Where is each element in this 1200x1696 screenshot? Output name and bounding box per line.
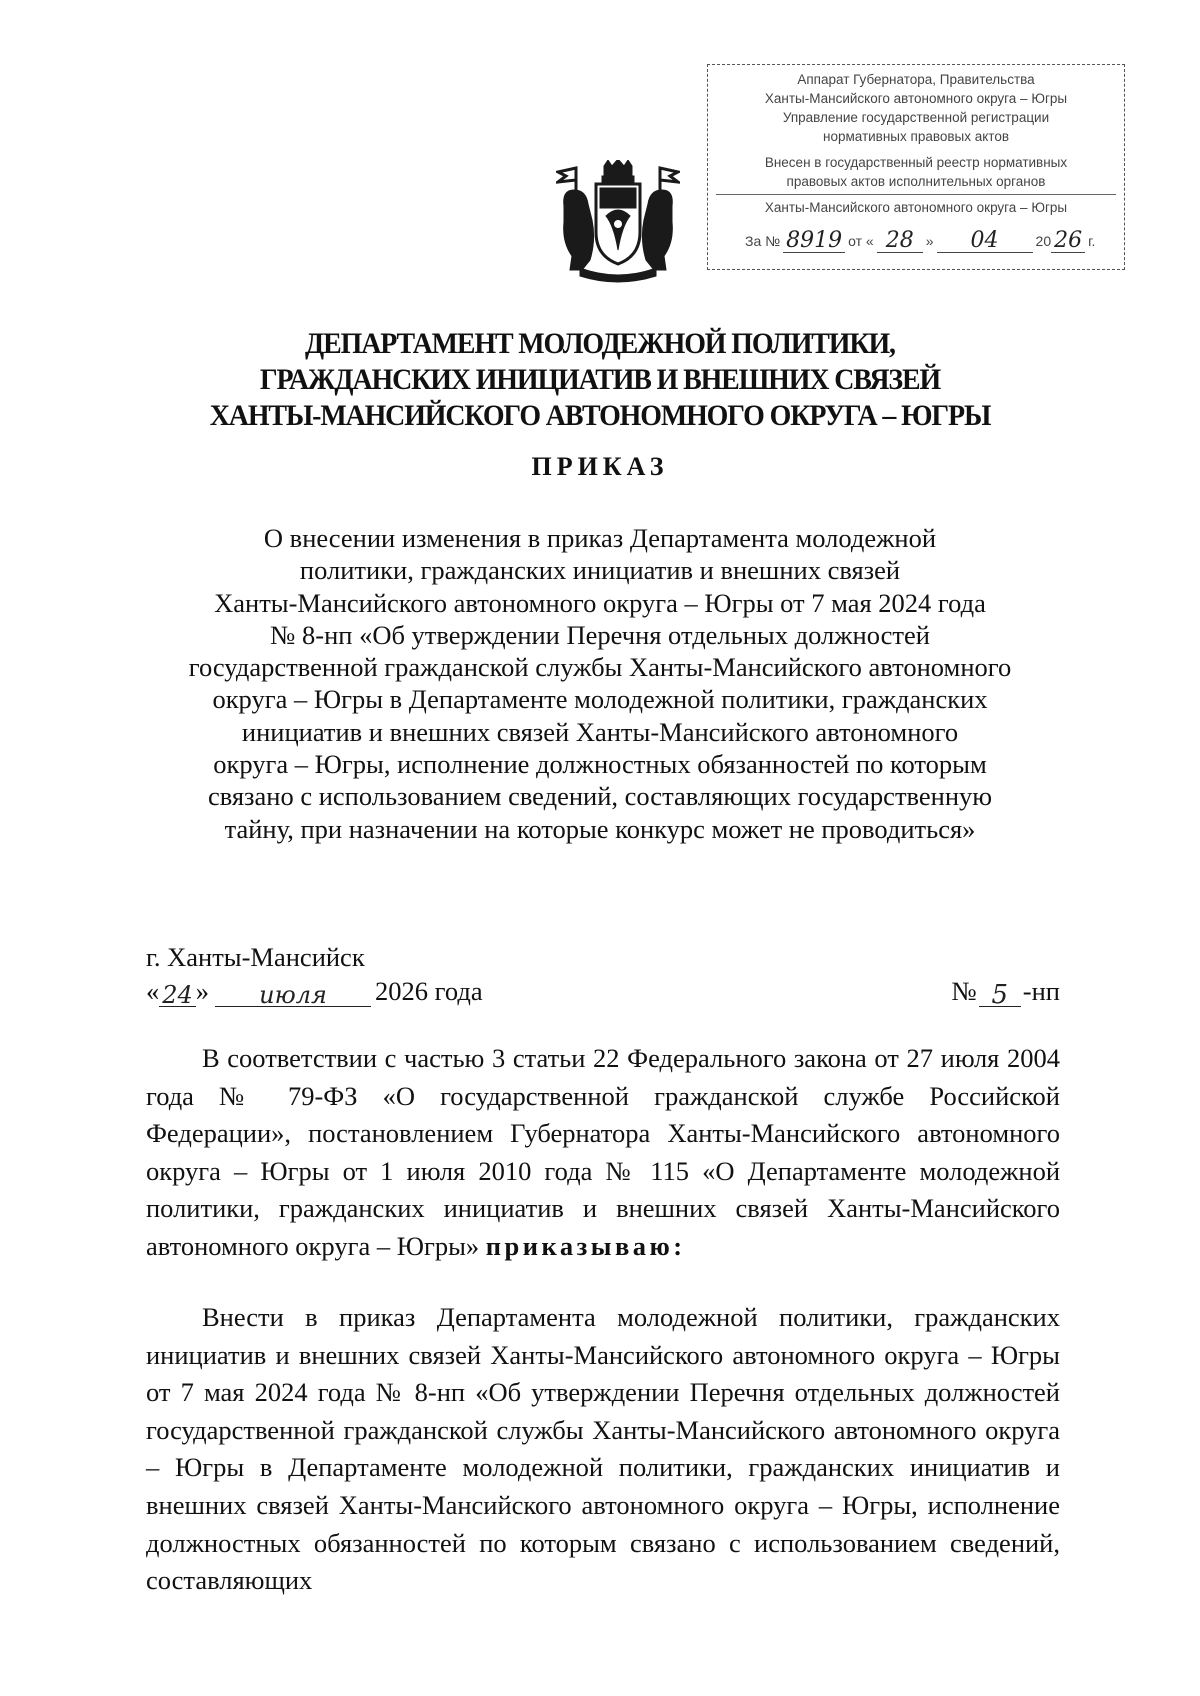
subject-line: инициатив и внешних связей Ханты-Мансийского автономного	[241, 716, 959, 747]
subject-line: № 8-нп «Об утверждении Перечня отдельных должностей	[270, 619, 930, 650]
stamp-registry-line-2: правовых актов исполнительных органов	[786, 174, 1046, 189]
date-day: 24	[159, 984, 196, 1007]
subject-line: Ханты-Мансийского автономного округа – Югры от 7 мая 2024 года	[214, 587, 986, 618]
department-name-line-1: ДЕПАРТАМЕНТ МОЛОДЕЖНОЙ ПОЛИТИКИ,	[305, 327, 895, 360]
stamp-line-1: Аппарат Губернатора, Правительства	[797, 72, 1035, 87]
paragraph-text: В соответствии с частью 3 статьи 22 Федерального закона от 27 июля 2004 года № 79-ФЗ «О государственной гражданской службе Российской Федерации», постановлением Губернатора Ханты-Мансийского автономного округа – Югры от 1 июля 2010 года № 115 «О Департаменте молодежной политики, гражданских инициатив и внешних связей Ханты-Мансийского автономного округа – Югры»	[146, 1043, 1060, 1261]
stamp-reg-day: 28	[877, 230, 923, 253]
body-paragraph-2	[146, 1299, 1060, 1600]
document-type-title: ПРИКАЗ	[531, 452, 669, 481]
date-close-quote: »	[195, 976, 210, 1006]
stamp-registration-row	[714, 223, 1118, 253]
body-paragraph-1	[146, 1040, 1060, 1266]
stamp-reg-day-close: »	[925, 233, 934, 249]
subject-line: округа – Югры в Департаменте молодежной политики, гражданских	[212, 684, 988, 715]
stamp-reg-prefix: За №	[745, 233, 781, 249]
command-word: приказываю:	[485, 1230, 686, 1261]
stamp-divider	[716, 194, 1116, 195]
subject-line: О внесении изменения в приказ Департамента молодежной	[263, 523, 937, 553]
order-number-suffix: -нп	[1022, 976, 1060, 1006]
stamp-reg-number: 8919	[783, 230, 845, 253]
subject-line: тайну, при назначении на которые конкурс может не проводиться»	[224, 813, 976, 844]
department-name-line-2: ГРАЖДАНСКИХ ИНИЦИАТИВ И ВНЕШНИХ СВЯЗЕЙ	[259, 363, 941, 396]
stamp-reg-year-end: г.	[1088, 233, 1096, 249]
stamp-line-3: Управление государственной регистрации	[782, 110, 1050, 125]
order-date	[146, 976, 483, 1007]
registration-stamp	[707, 64, 1125, 270]
date-month: июля	[215, 984, 371, 1007]
subject-line: политики, гражданских инициатив и внешних связей	[299, 555, 901, 586]
coat-of-arms-emblem	[556, 160, 680, 284]
date-open-quote: «	[146, 976, 160, 1006]
subject-line: государственной гражданской службы Ханты-Мансийского автономного	[188, 652, 1012, 683]
order-number	[951, 976, 1061, 1010]
stamp-line-2: Ханты-Мансийского автономного округа – Югры	[764, 91, 1068, 106]
subject-line: округа – Югры, исполнение должностных обязанностей по которым	[213, 749, 987, 780]
stamp-registry-line-1: Внесен в государственный реестр нормативных	[764, 155, 1068, 170]
stamp-region-line: Ханты-Мансийского автономного округа – Югры	[764, 200, 1068, 215]
paragraph-text: Внести в приказ Департамента молодежной политики, гражданских инициатив и внешних связей Ханты-Мансийского автономного округа – Югры от 7 мая 2024 года № 8-нп «Об утверждении Перечня отдельных должностей государственной гражданской службы Ханты-Мансийского автономного округа – Югры в Департаменте молодежной политики, гражданских инициатив и внешних связей Ханты-Мансийского автономного округа – Югры, исполнение должностных обязанностей по которым связано с использованием сведений, составляющих	[146, 1302, 1060, 1596]
department-name	[42, 326, 1158, 434]
stamp-reg-from: от «	[848, 233, 874, 249]
stamp-line-4: нормативных правовых актов	[822, 129, 1010, 144]
stamp-reg-year-prefix: 20	[1035, 233, 1052, 249]
place-of-issue: г. Ханты-Мансийск	[146, 942, 365, 972]
order-subject	[150, 522, 1050, 845]
department-name-line-3: ХАНТЫ-МАНСИЙСКОГО АВТОНОМНОГО ОКРУГА – ЮГРЫ	[209, 399, 991, 432]
stamp-reg-year: 26	[1051, 230, 1085, 253]
subject-line: связано с использованием сведений, составляющих государственную	[207, 781, 993, 812]
order-number-prefix: №	[951, 976, 977, 1006]
date-year: 2026 года	[375, 976, 483, 1006]
order-number-value: 5	[979, 984, 1021, 1007]
stamp-reg-month: 04	[937, 230, 1033, 253]
